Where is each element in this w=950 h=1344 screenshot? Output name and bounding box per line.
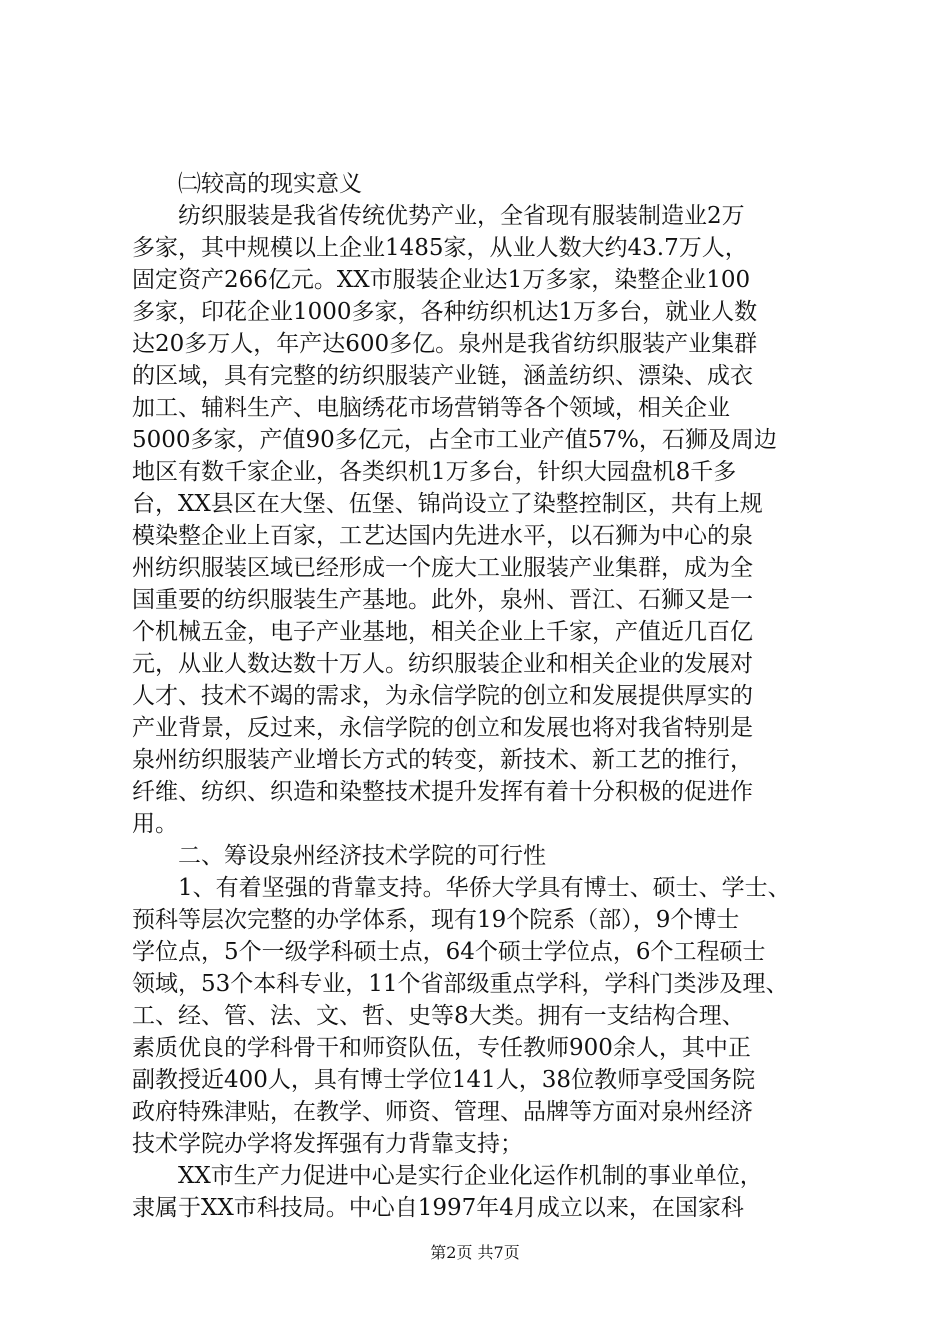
paragraph-line: 模染整企业上百家，工艺达国内先进水平，以石狮为中心的泉 [132,523,753,549]
paragraph-line: 人才、技术不竭的需求，为永信学院的创立和发展提供厚实的 [132,683,753,709]
paragraph-line: 多家，其中规模以上企业1485家，从业人数大约43.7万人， [132,235,748,261]
document-body [132,168,838,1224]
paragraph-line: 副教授近400人，具有博士学位141人，38位教师享受国务院 [132,1067,756,1093]
paragraph-line: 产业背景，反过来，永信学院的创立和发展也将对我省特别是 [132,715,753,741]
paragraph-line: 5000多家，产值90多亿元，占全市工业产值57%，石狮及周边 [132,427,777,453]
section-heading: 二、筹设泉州经济技术学院的可行性 [178,843,546,869]
paragraph-line: 工、经、管、法、文、哲、史等8大类。拥有一支结构合理、 [132,1003,745,1029]
paragraph-line: 用。 [132,811,178,837]
paragraph-line: 纤维、纺织、织造和染整技术提升发挥有着十分积极的促进作 [132,779,753,805]
paragraph-line: 隶属于XX市科技局。中心自1997年4月成立以来，在国家科 [132,1195,744,1221]
page-number-footer: 第2页 共7页 [430,1243,520,1262]
paragraph-line: 学位点，5个一级学科硕士点，64个硕士学位点，6个工程硕士 [132,939,766,965]
paragraph-line: 地区有数千家企业，各类织机1万多台，针织大园盘机8千多 [132,459,737,485]
paragraph-line: 领域，53个本科专业，11个省部级重点学科，学科门类涉及理、 [132,971,789,997]
paragraph-line: 国重要的纺织服装生产基地。此外，泉州、晋江、石狮又是一 [132,587,753,613]
paragraph-line: 元，从业人数达数十万人。纺织服装企业和相关企业的发展对 [132,651,753,677]
paragraph-line: 1、有着坚强的背靠支持。华侨大学具有博士、硕士、学士、 [178,875,791,901]
paragraph-line: 个机械五金，电子产业基地，相关企业上千家，产值近几百亿 [132,619,753,645]
paragraph-line: 固定资产266亿元。XX市服装企业达1万多家，染整企业100 [132,267,751,293]
paragraph-line: 素质优良的学科骨干和师资队伍，专任教师900余人，其中正 [132,1035,751,1061]
paragraph-line: 达20多万人，年产达600多亿。泉州是我省纺织服装产业集群 [132,331,758,357]
paragraph-line: 多家，印花企业1000多家，各种纺织机达1万多台，就业人数 [132,299,758,325]
paragraph-line: 预科等层次完整的办学体系，现有19个院系（部），9个博士 [132,907,740,933]
paragraph-line: 台，XX县区在大堡、伍堡、锦尚设立了染整控制区，共有上规 [132,491,763,517]
paragraph-line: 泉州纺织服装产业增长方式的转变，新技术、新工艺的推行， [132,747,753,773]
paragraph-line: XX市生产力促进中心是实行企业化运作机制的事业单位， [178,1163,763,1189]
paragraph-line: 纺织服装是我省传统优势产业，全省现有服装制造业2万 [178,203,745,229]
section-heading: ㈡较高的现实意义 [178,171,362,197]
paragraph-line: 政府特殊津贴，在教学、师资、管理、品牌等方面对泉州经济 [132,1099,753,1125]
paragraph-line: 的区域，具有完整的纺织服装产业链，涵盖纺织、漂染、成衣 [132,363,753,389]
paragraph-line: 加工、辅料生产、电脑绣花市场营销等各个领域，相关企业 [132,395,730,421]
paragraph-line: 技术学院办学将发挥强有力背靠支持； [132,1131,523,1157]
paragraph-line: 州纺织服装区域已经形成一个庞大工业服装产业集群，成为全 [132,555,753,581]
